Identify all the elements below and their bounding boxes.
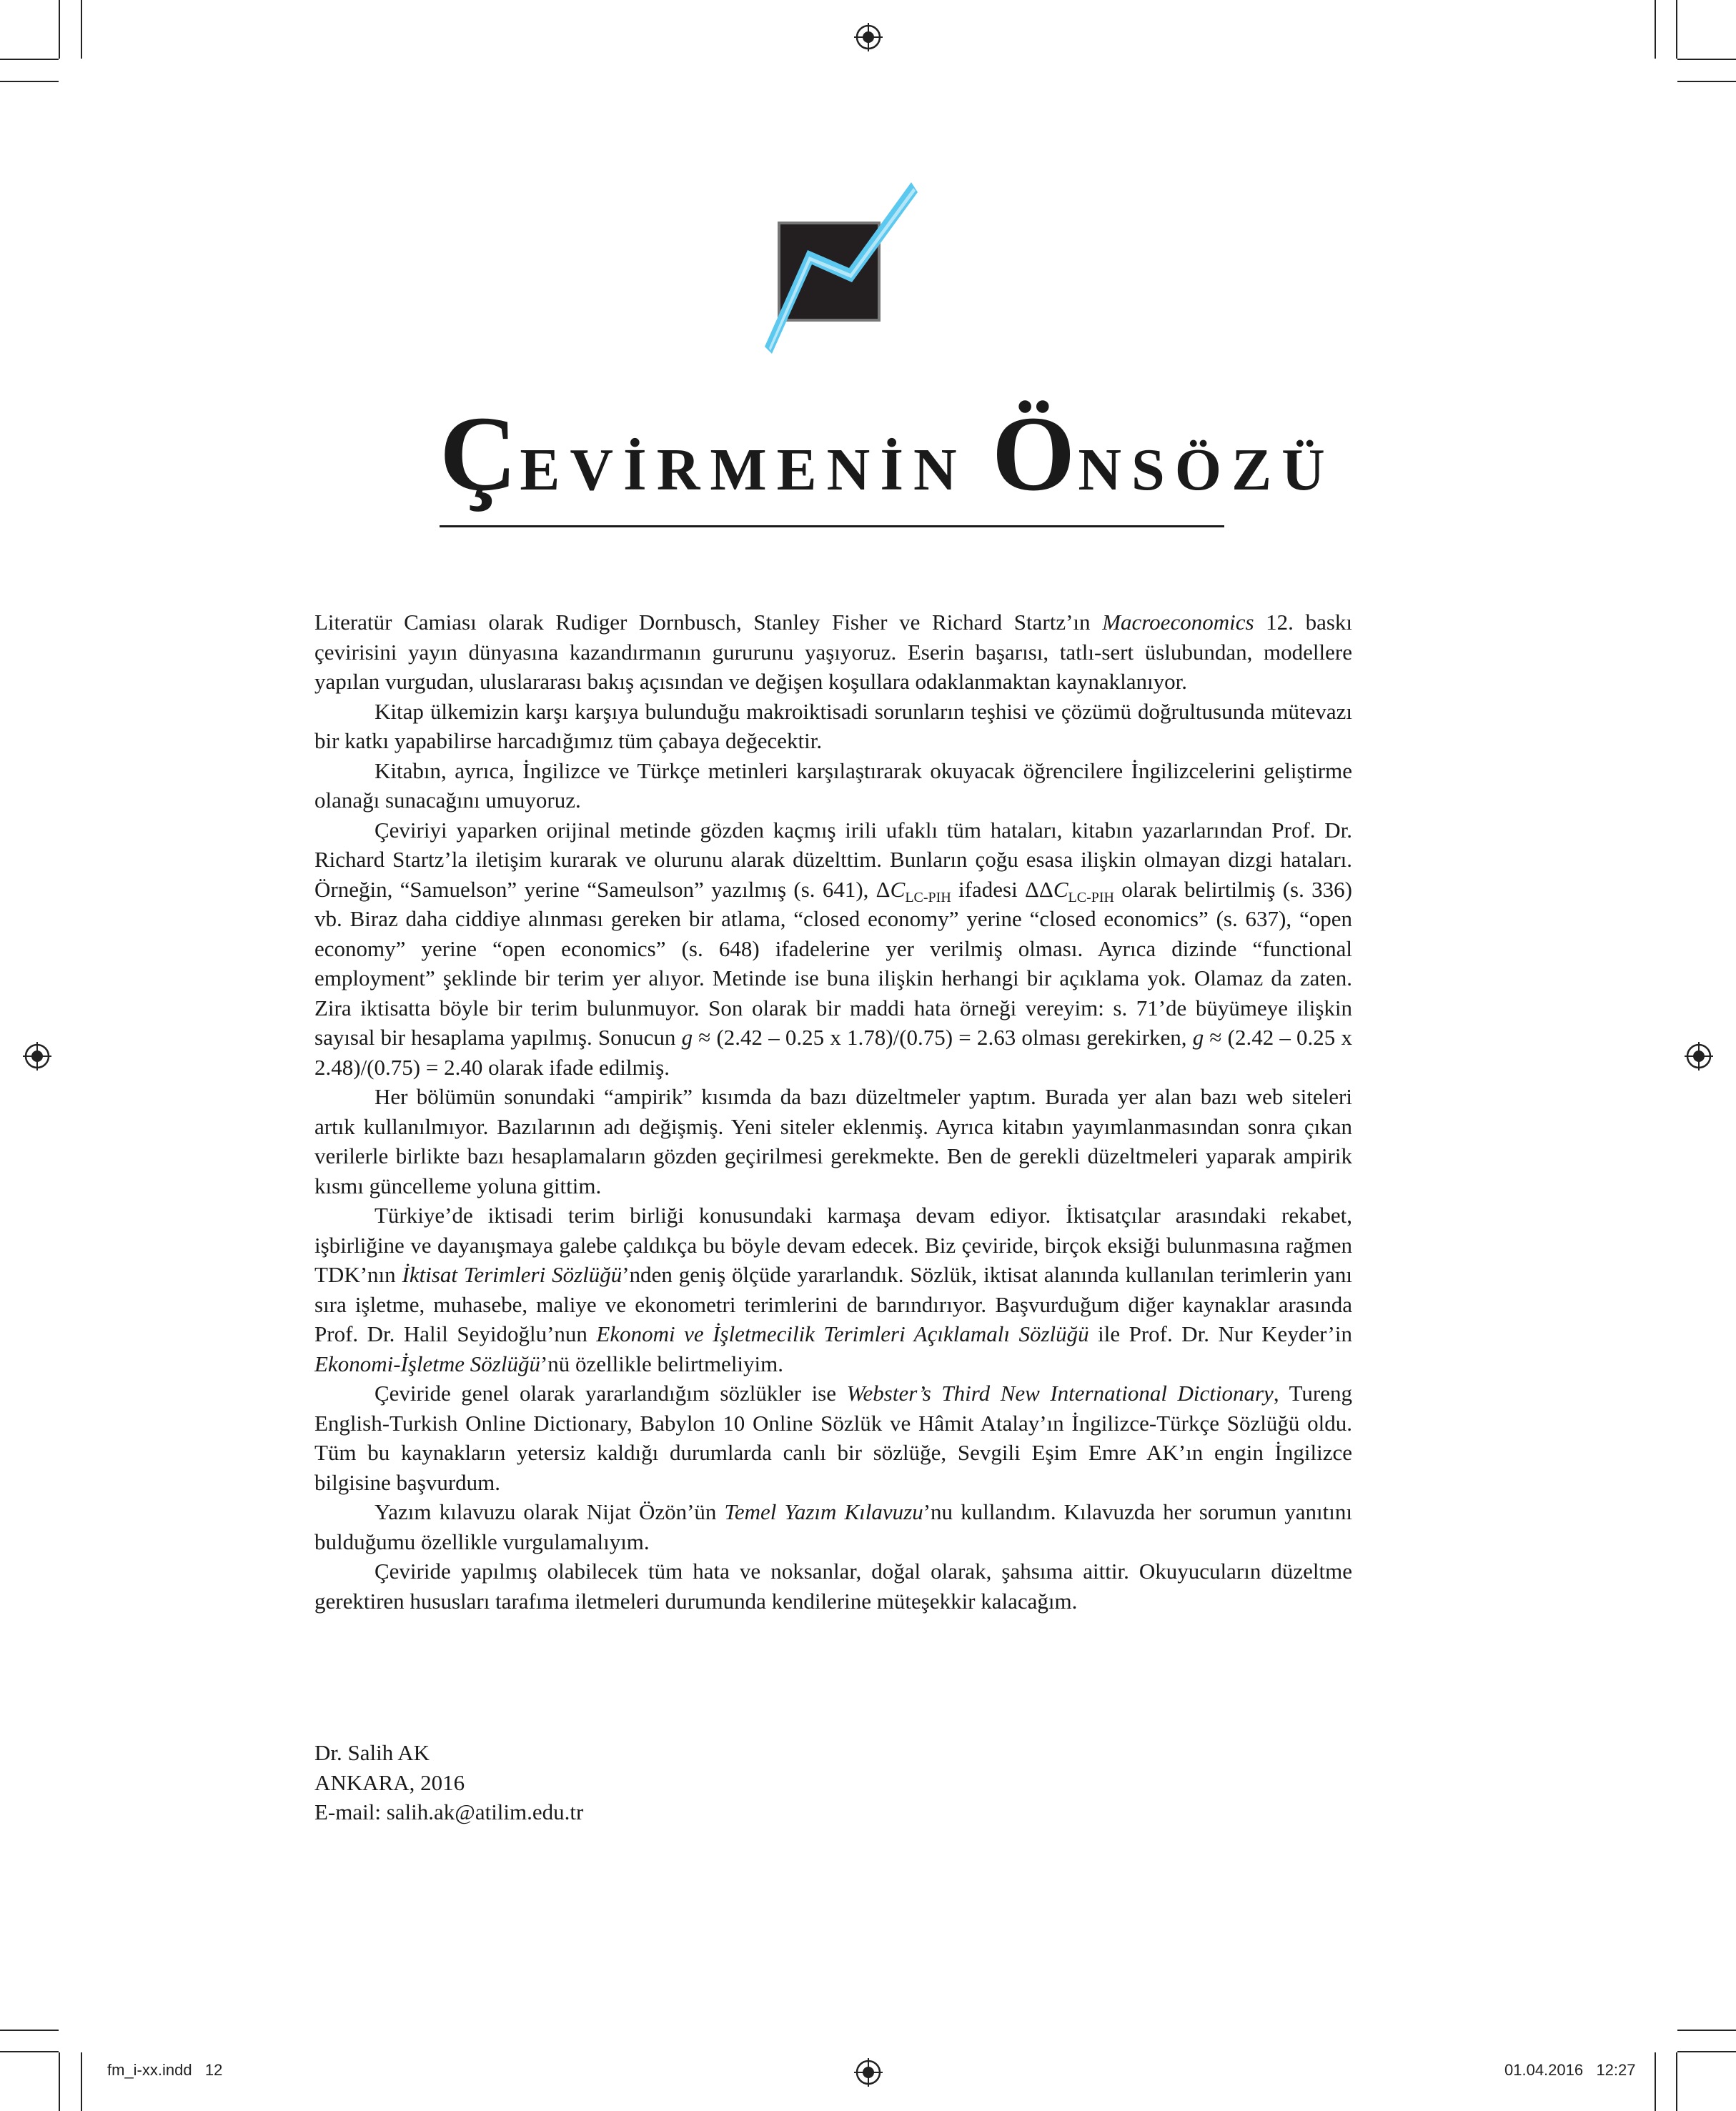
body-text xyxy=(314,607,1352,1616)
registration-mark-icon xyxy=(23,1042,51,1071)
crop-mark xyxy=(1677,2030,1736,2031)
place-date: ANKARA, 2016 xyxy=(314,1769,465,1795)
registration-mark-icon xyxy=(1685,1042,1713,1071)
crop-mark xyxy=(1676,0,1677,59)
author-name: Dr. Salih AK xyxy=(314,1740,430,1765)
title-initial: Ç xyxy=(440,394,520,513)
registration-mark-icon xyxy=(854,23,883,51)
paragraph: Her bölümün sonundaki “ampirik” kısımda da bazı düzeltmeler yaptım. Burada yer alan bazı web siteleri artık kullanılmıyor. Bazılarının adı değişmiş. Yeni siteler eklenmiş. Ayrıca kitabın yayımlanmasından sonra çıkan verilerle birlikte bazı hesaplamaların gözden geçirilmesi gerekmekte. Ben de gerekli düzeltmeleri yaparak ampirik kısmı güncelleme yoluna gittim. xyxy=(314,1084,1352,1198)
slug-timestamp: 01.04.2016 12:27 xyxy=(1504,2061,1636,2079)
email-line: E-mail: salih.ak@atilim.edu.tr xyxy=(314,1799,584,1824)
paragraph: Türkiye’de iktisadi terim birliği konusundaki karmaşa devam ediyor. İktisatçılar arasındaki rekabet, işbirliğine ve dayanışmaya galebe çaldıkça bu böyle devam edecek. Biz çeviride, birçok eksiği bulunmasına rağmen TDK’nın İktisat Terimleri Sözlüğü’nden geniş ölçüde yararlandık. Sözlük, iktisat alanında kullanılan terimlerin yanı sıra işletme, muhasebe, maliye ve ekonometri terimlerini de barındırıyor. Başvurduğum diğer kaynaklar arasında Prof. Dr. Halil Seyidoğlu’nun Ekonomi ve İşletmecilik Terimleri Açıklamalı Sözlüğü ile Prof. Dr. Nur Keyder’in Ekonomi-İşletme Sözlüğü’nü özellikle belirtmeliyim. xyxy=(314,1203,1352,1376)
paragraph: Kitabın, ayrıca, İngilizce ve Türkçe metinleri karşılaştırarak okuyacak öğrencilere İngilizcelerini geliştirme olanağı sunacağını umuyoruz. xyxy=(314,758,1352,813)
slug-filename: fm_i-xx.indd 12 xyxy=(107,2061,223,2079)
crop-mark xyxy=(0,59,59,60)
paragraph: Kitap ülkemizin karşı karşıya bulunduğu makroiktisadi sorunların teşhisi ve çözümü doğrultusunda mütevazı bir katkı yapabilirse harcadığımız tüm çabaya değecektir. xyxy=(314,698,1352,753)
signature-block xyxy=(314,1738,886,1827)
paragraph: Çeviride genel olarak yararlandığım sözlükler ise Webster’s Third New International Dictionary, Tureng English-Turkish Online Dictionary, Babylon 10 Online Sözlük ve Hâmit Atalay’ın İngilizce-Türkçe Sözlüğü oldu. Tüm bu kaynakların yetersiz kaldığı durumlarda canlı bir sözlüğe, Sevgili Eşim Emre AK’ın engin İngilizce bilgisine başvurdum. xyxy=(314,1381,1352,1495)
crop-mark xyxy=(0,81,59,82)
title-rule xyxy=(440,525,1224,527)
title-initial: Ö xyxy=(991,394,1078,513)
crop-mark xyxy=(0,2030,59,2031)
paragraph: Yazım kılavuzu olarak Nijat Özön’ün Temel Yazım Kılavuzu’nu kullandım. Kılavuzda her sorumun yanıtını bulduğumu özellikle vurgulamalıyım. xyxy=(314,1499,1353,1554)
paragraph: Çeviride yapılmış olabilecek tüm hata ve noksanlar, doğal olarak, şahsıma aittir. Okuyucuların düzeltme gerektiren hususları tarafıma iletmeleri durumunda kendilerine müteşekkir kalacağım. xyxy=(314,1559,1352,1614)
crop-mark xyxy=(59,2052,60,2111)
crop-mark xyxy=(81,2052,82,2111)
paragraph: Çeviriyi yaparken orijinal metinde gözden kaçmış irili ufaklı tüm hataları, kitabın yazarlarından Prof. Dr. Richard Startz’la iletişim kurarak ve olurunu alarak düzelttim. Bunların çoğu esasa ilişkin olmayan dizgi hataları. Örneğin, “Samuelson” yerine “Sameulson” yazılmış (s. 641), $\Delta C_{LC-PIH}$ ifadesi $\Delta\Delta C_{LC-PIH}$ olarak belirtilmiş (s. 336) vb. Biraz daha ciddiye alınması gereken bir atlama, “closed economy” yerine “closed economics” (s. 637), “open economy” yerine “open economics” (s. 648) ifadelerine yer verilmiş olması. Ayrıca dizinde “functional employment” şeklinde bir terim yer alıyor. Metinde ise buna ilişkin herhangi bir açıklama yok. Olamaz da zaten. Zira iktisatta böyle bir terim bulunmuyor. Son olarak bir maddi hata örneği vereyim: s. 71’de büyümeye ilişkin sayısal bir hesaplama yapılmış. Sonucun g ≈ (2.42 – 0.25 x 1.78)/(0.75) = 2.63 olması gerekirken, g ≈ (2.42 – 0.25 x 2.48)/(0.75) = 2.40 olarak ifade edilmiş. xyxy=(314,817,1352,1080)
crop-mark xyxy=(1655,0,1656,59)
crop-mark xyxy=(1677,59,1736,60)
title-word-2: NSÖZÜ xyxy=(1078,437,1335,503)
crop-mark xyxy=(1676,2052,1677,2111)
title-block xyxy=(440,394,1335,513)
crop-mark xyxy=(0,2051,59,2052)
title-word-1: EVİRMENİN xyxy=(520,437,992,503)
crop-mark xyxy=(1655,2052,1656,2111)
rising-chart-logo-icon xyxy=(765,182,918,354)
crop-mark xyxy=(81,0,82,59)
crop-mark xyxy=(1677,2051,1736,2052)
crop-mark xyxy=(59,0,60,59)
registration-mark-icon xyxy=(854,2058,883,2087)
page-title xyxy=(440,394,1335,513)
paragraph: Literatür Camiası olarak Rudiger Dornbusch, Stanley Fisher ve Richard Startz’ın Macroeconomics 12. baskı çevirisini yayın dünyasına kazandırmanın gururunu yaşıyoruz. Eserin başarısı, tatlı-sert üslubundan, modellere yapılan vurgudan, uluslararası bakış açısından ve değişen koşullara odaklanmaktan kaynaklanıyor. xyxy=(314,610,1352,694)
crop-mark xyxy=(1677,81,1736,82)
